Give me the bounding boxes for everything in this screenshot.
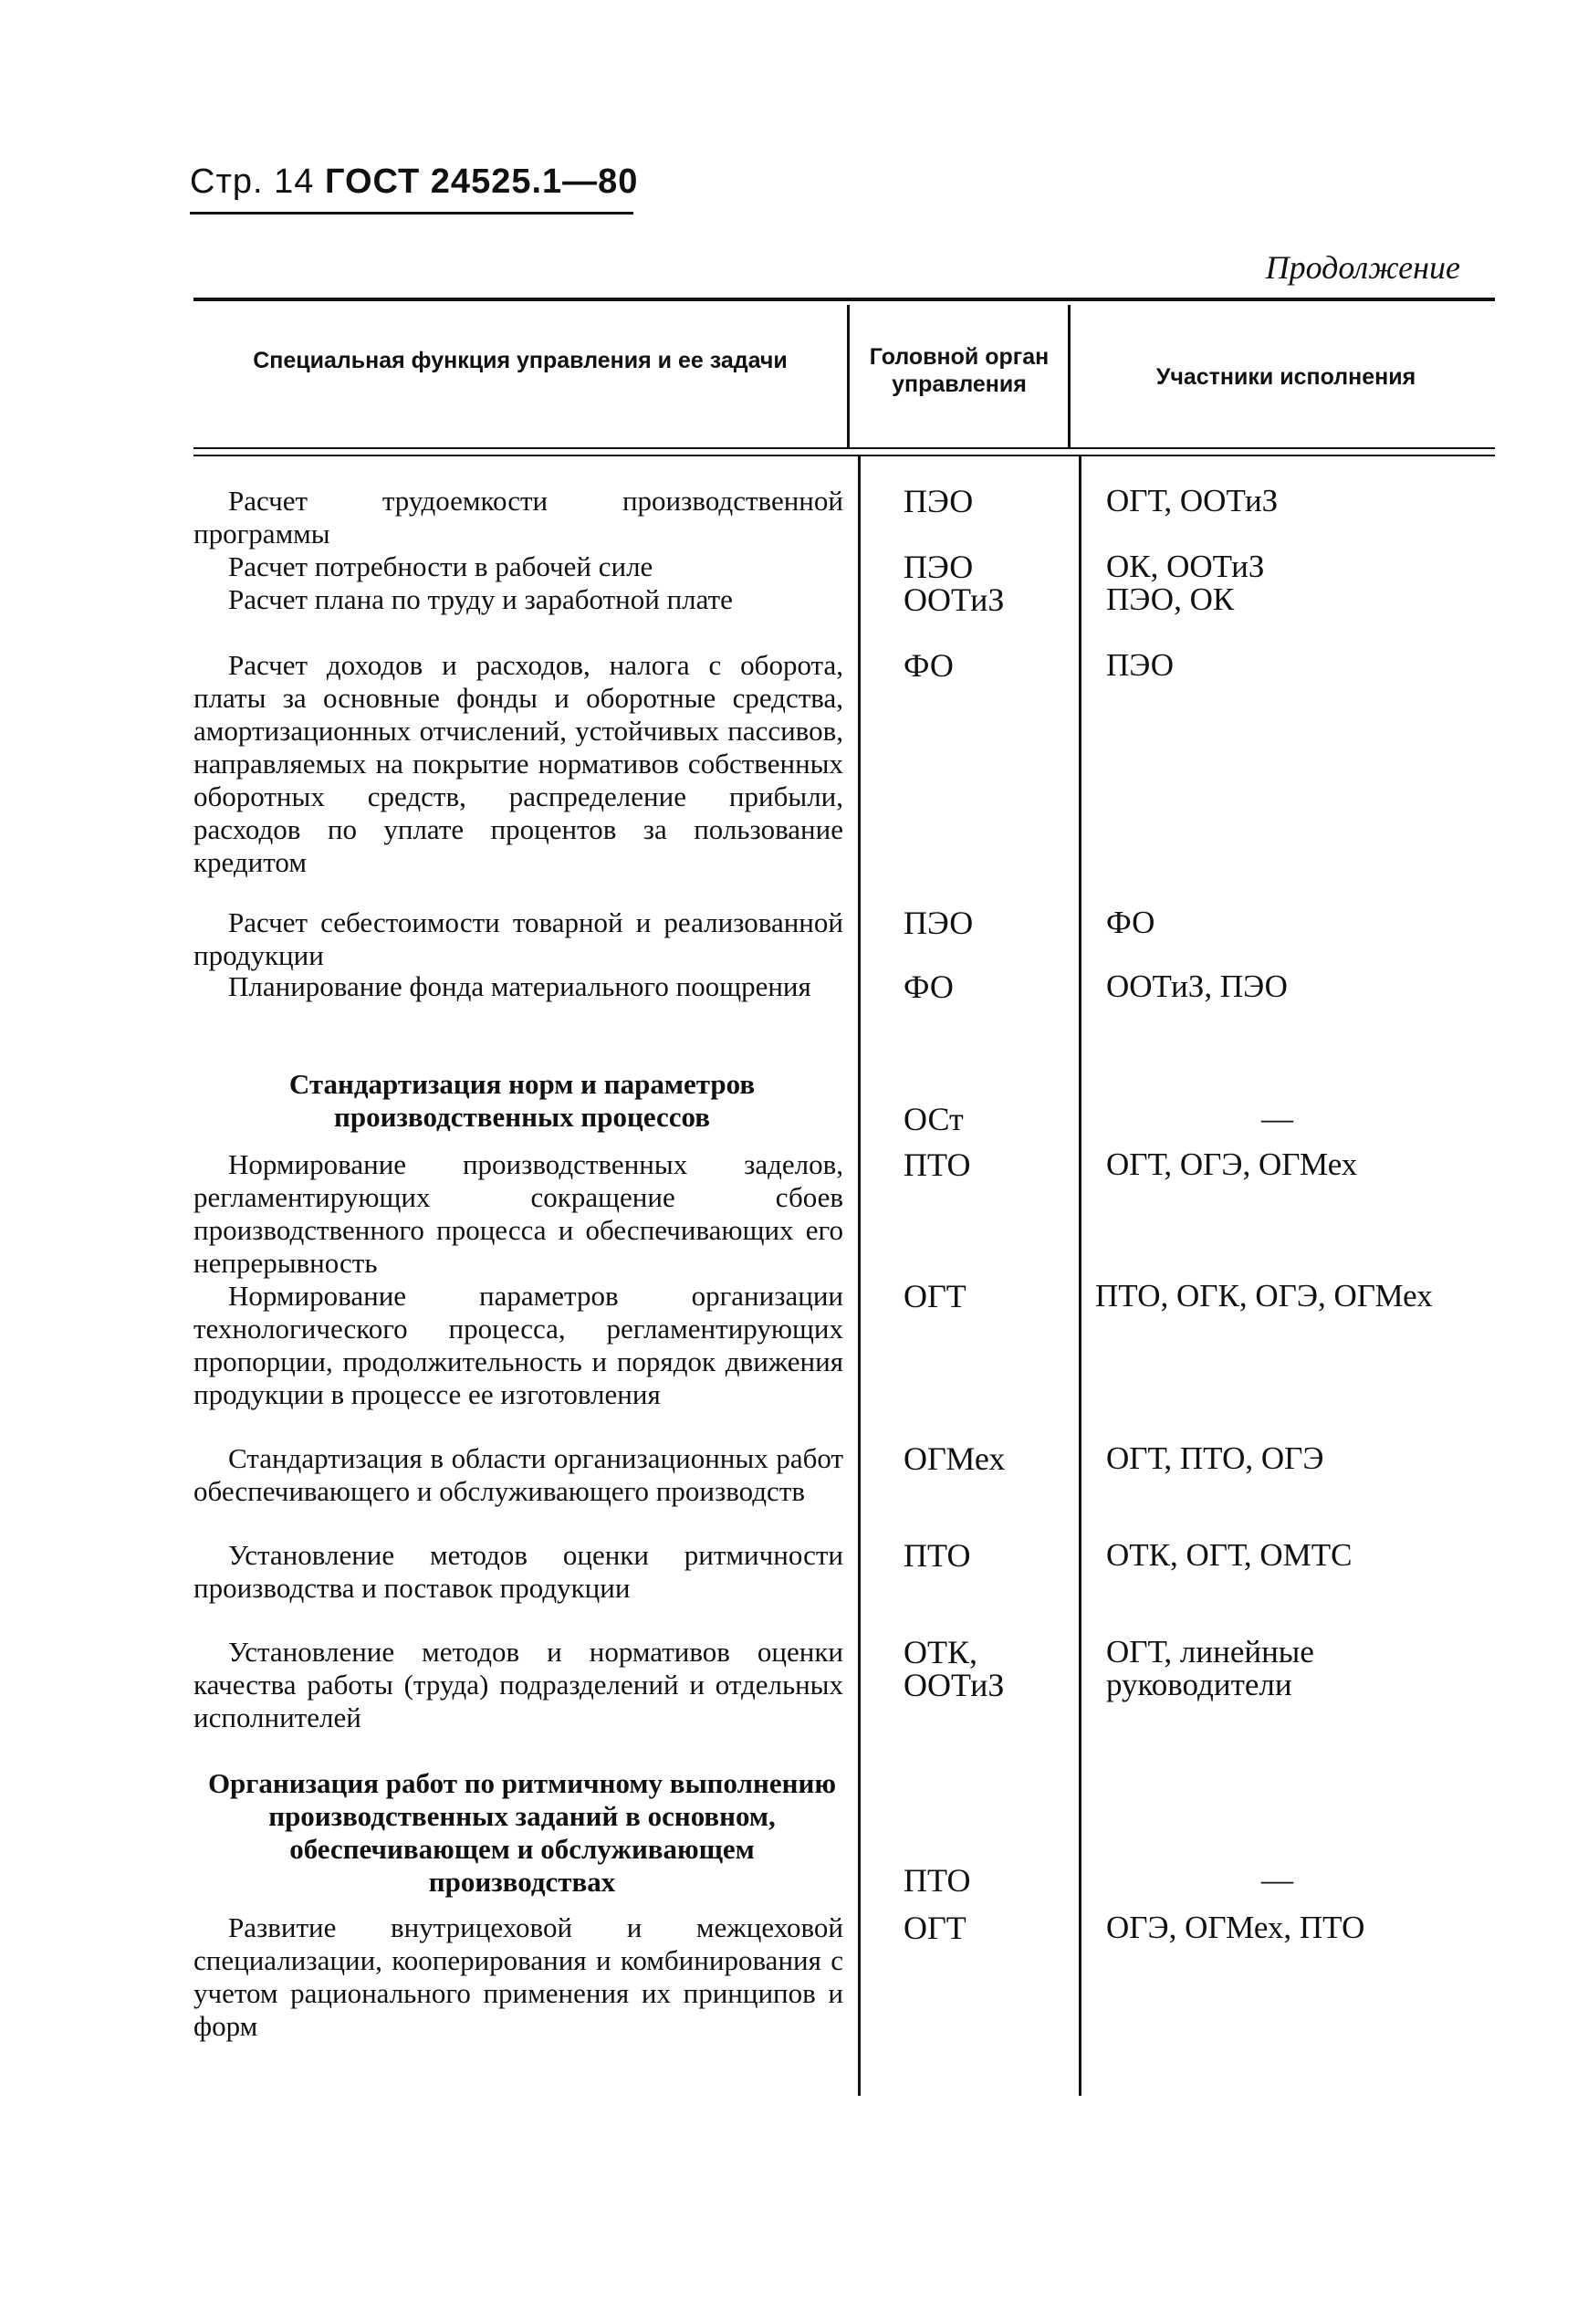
head-cell: ОТК, ООТиЗ	[904, 1634, 1005, 1703]
participants-cell: ОГТ, линейные руководители	[1106, 1634, 1314, 1702]
table-header-rule-1	[193, 447, 1495, 449]
head-cell: ФО	[904, 968, 954, 1005]
table-top-rule	[193, 298, 1495, 301]
head-cell: ОГТ	[904, 1278, 966, 1314]
task-cell: Расчет плана по труду и заработной плате	[228, 583, 733, 615]
task-cell: Нормирование производственных заделов, регламентирующих сокращение сбоев производственного процесса и обеспечивающих его непрерывность	[193, 1148, 843, 1279]
continuation-label: Продолжение	[1265, 249, 1460, 286]
head-cell: ПЭО	[904, 483, 974, 519]
participants-cell: ООТиЗ, ПЭО	[1106, 968, 1288, 1004]
participants-cell: ПЭО, ОК	[1106, 581, 1235, 617]
task-cell: Установление методов и нормативов оценки качества работы (труда) подразделений и отдельных исполнителей	[193, 1636, 843, 1733]
participants-cell: ОК, ООТиЗ	[1106, 549, 1265, 584]
head-cell: ОГМех	[904, 1440, 1006, 1477]
participants-cell: ОГТ, ООТиЗ	[1106, 483, 1279, 518]
task-cell: Расчет трудоемкости производственной программы	[193, 485, 843, 550]
task-cell: Стандартизация в области организационных работ обеспечивающего и обслуживающего производств	[193, 1442, 843, 1507]
participants-cell: ОТК, ОГТ, ОМТС	[1106, 1537, 1353, 1573]
task-cell: Расчет себестоимости товарной и реализованной продукции	[193, 906, 843, 971]
column-divider-2	[1079, 456, 1081, 2096]
standard-number: ГОСТ 24525.1—80	[324, 162, 639, 201]
head-cell: ООТиЗ	[904, 581, 1005, 618]
header-divider-1	[847, 305, 850, 447]
participants-cell: ПТО, ОГК, ОГЭ, ОГМех	[1095, 1278, 1433, 1314]
task-cell: Развитие внутрицеховой и межцеховой специализации, кооперирования и комбинирования с учетом рационального применения их принципов и форм	[193, 1911, 843, 2042]
section-title: Стандартизация норм и параметров производственных процессов	[288, 1068, 756, 1133]
head-cell: ПТО	[904, 1537, 971, 1574]
column-divider-1	[858, 456, 861, 2096]
task-cell: Установление методов оценки ритмичности производства и поставок продукции	[193, 1539, 843, 1604]
participants-cell: ФО	[1106, 905, 1155, 940]
head-cell: ПЭО	[904, 905, 974, 941]
participants-cell: —	[1261, 1101, 1293, 1136]
head-cell: ПЭО	[904, 549, 974, 585]
head-cell: ПТО	[904, 1862, 971, 1899]
page-number: Стр. 14	[190, 162, 315, 201]
participants-cell: ОГТ, ОГЭ, ОГМех	[1106, 1146, 1358, 1182]
head-cell: ОГТ	[904, 1910, 966, 1946]
task-cell: Планирование фонда материального поощрения	[228, 970, 811, 1002]
column-header-head: Головной орган управления	[869, 344, 1050, 397]
page-header	[190, 162, 638, 202]
header-rule	[190, 212, 633, 215]
participants-cell: ОГТ, ПТО, ОГЭ	[1106, 1440, 1324, 1476]
column-header-function: Специальная функция управления и ее задачи	[253, 348, 788, 373]
head-cell: ФО	[904, 647, 954, 684]
participants-cell: ПЭО	[1106, 647, 1175, 683]
section-title: Организация работ по ритмичному выполнению производственных заданий в основном, обеспечивающем и обслуживающем производствах	[207, 1767, 837, 1898]
participants-cell: ОГЭ, ОГМех, ПТО	[1106, 1910, 1365, 1945]
column-header-participants: Участники исполнения	[1155, 364, 1416, 390]
task-cell: Расчет доходов и расходов, налога с оборота, платы за основные фонды и оборотные средства, амортизационных отчислений, устойчивых пассивов, направляемых на покрытие нормативов собственных оборотных средств, распределение прибыли, расходов по уплате процентов за пользование кредитом	[193, 649, 843, 878]
head-cell: ОСт	[904, 1101, 964, 1137]
task-cell: Расчет потребности в рабочей силе	[228, 550, 653, 582]
participants-cell: —	[1261, 1862, 1293, 1898]
task-cell: Нормирование параметров организации технологического процесса, регламентирующих пропорции, продолжительность и порядок движения продукции в процессе ее изготовления	[193, 1280, 843, 1410]
table-header-rule-2	[193, 455, 1495, 456]
head-cell: ПТО	[904, 1146, 971, 1183]
header-divider-2	[1068, 305, 1071, 447]
